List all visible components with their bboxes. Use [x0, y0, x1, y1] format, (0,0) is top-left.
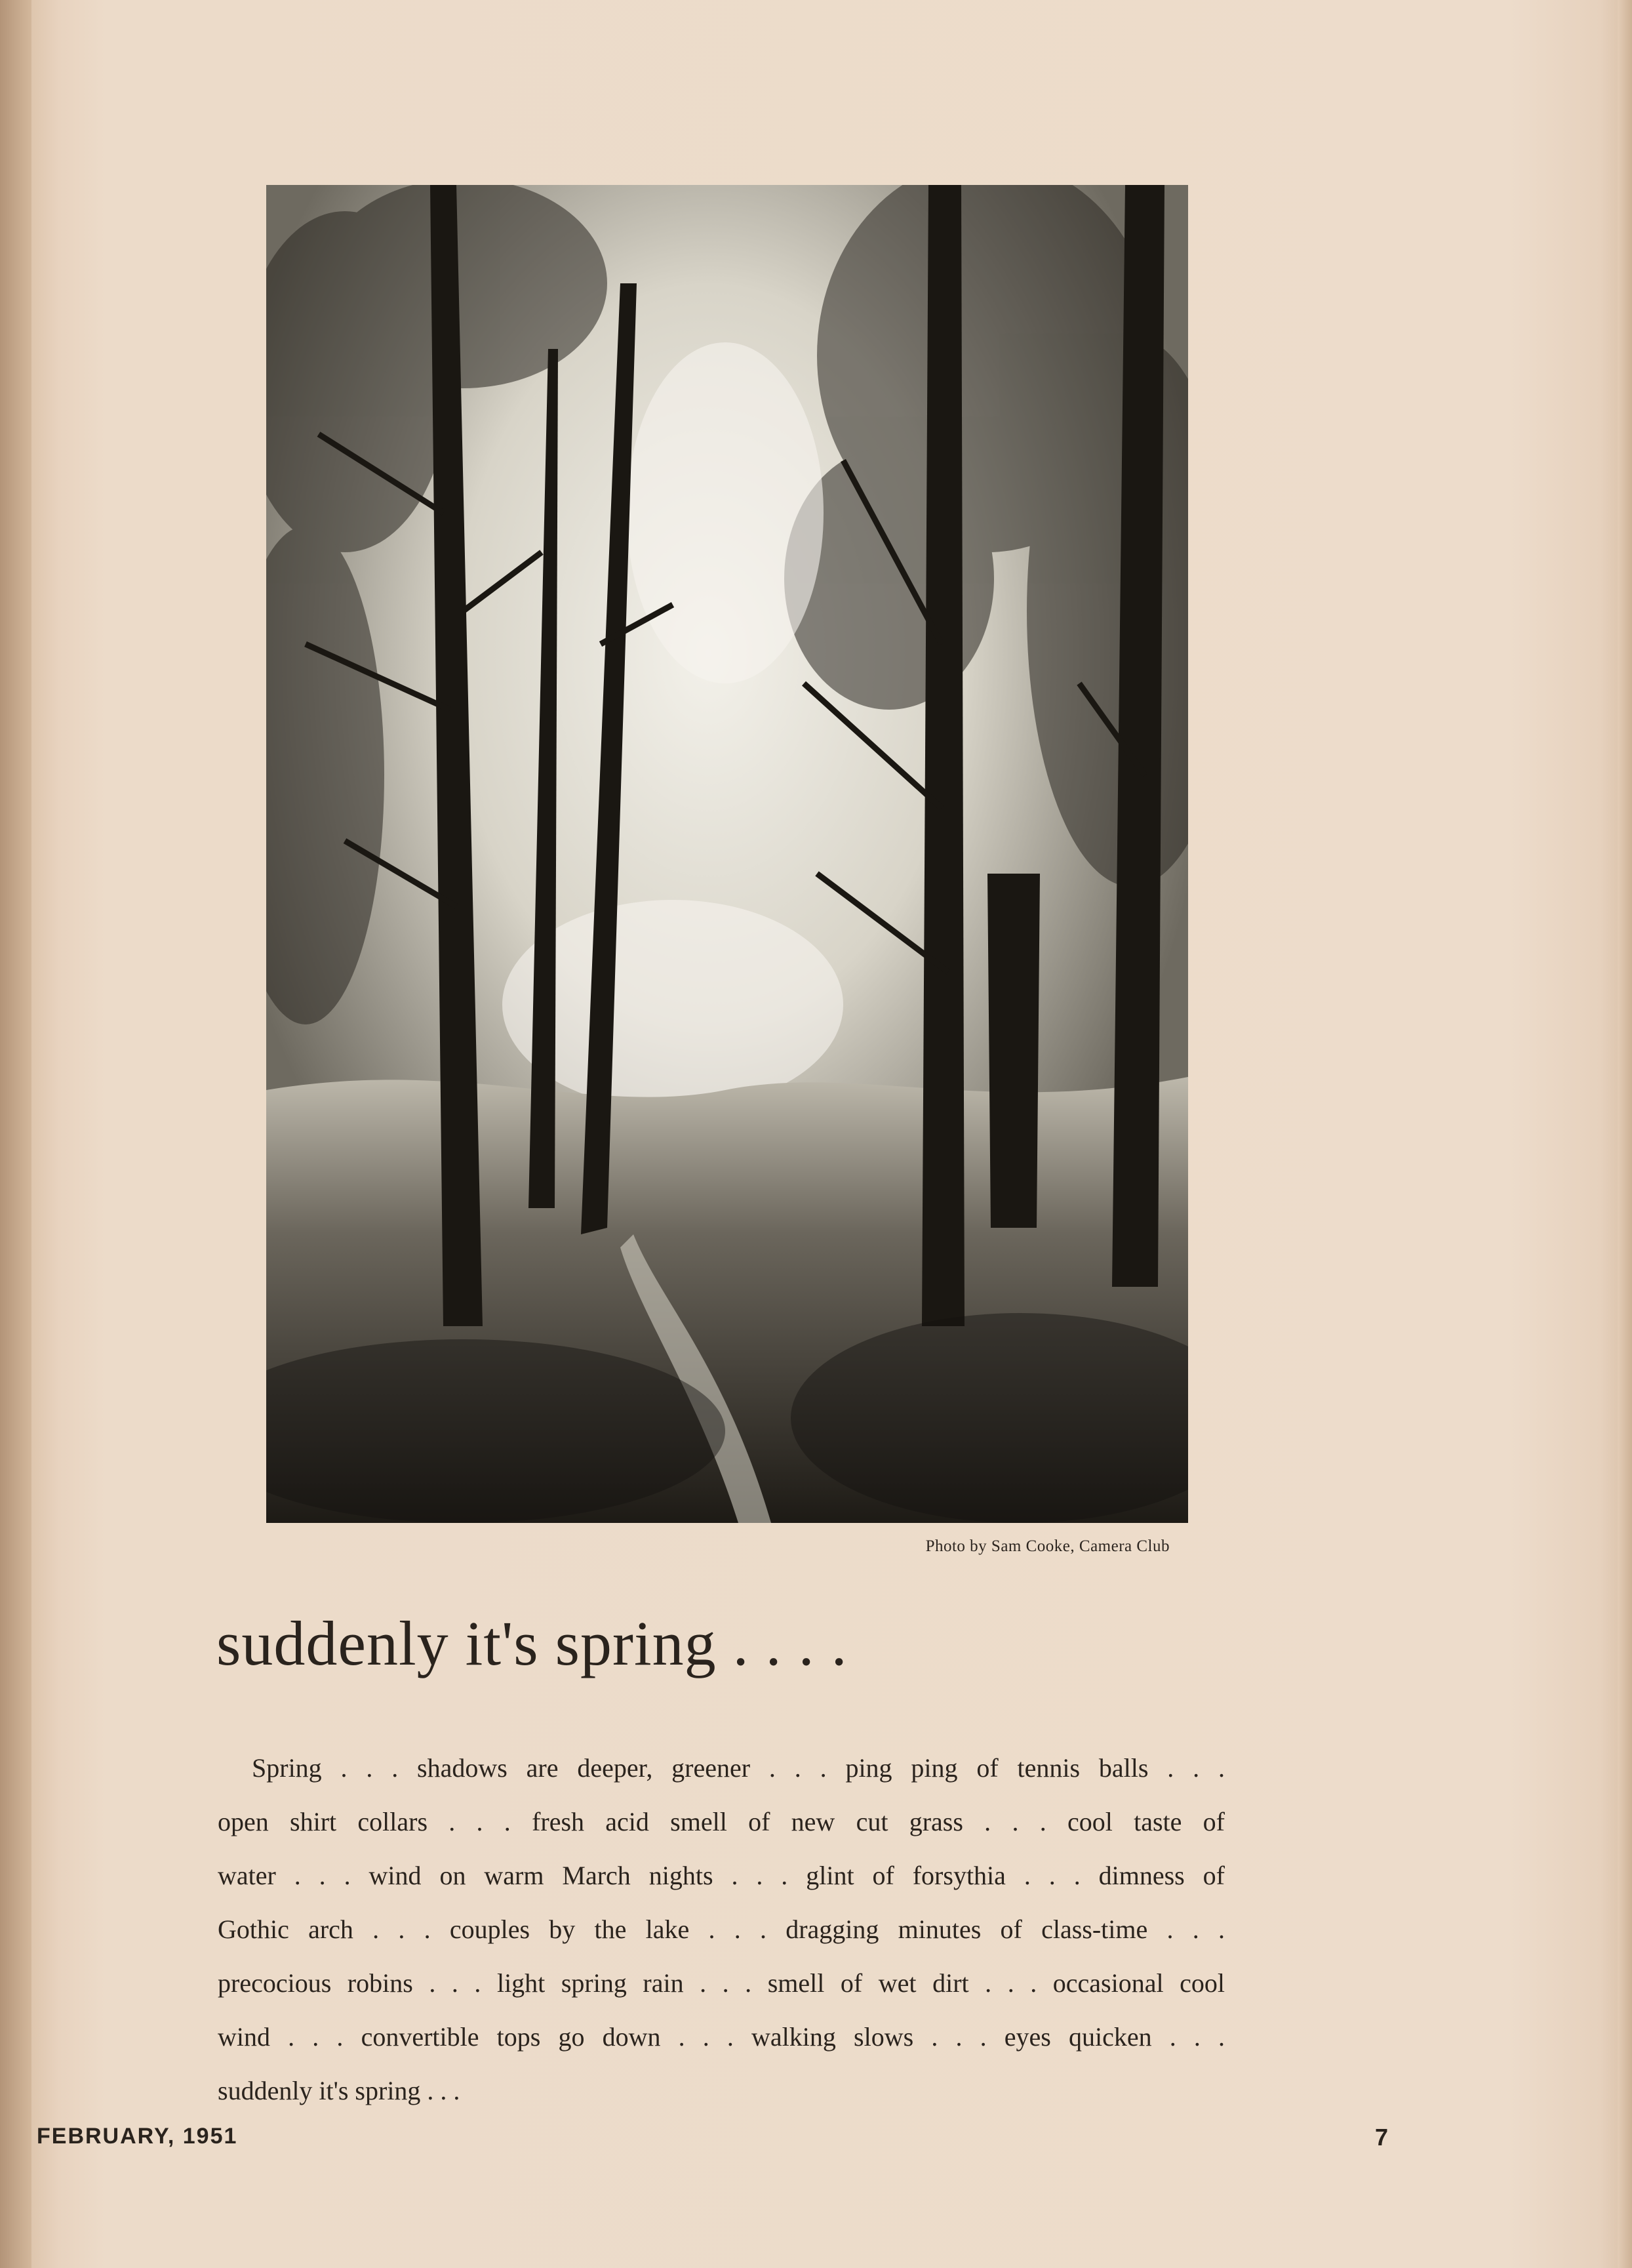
page-number: 7 — [1374, 2124, 1388, 2151]
page-edge — [1618, 0, 1632, 2268]
body-line: wind . . . convertible tops go down . . . walking slows . . . eyes quicken . . . — [218, 2022, 1225, 2052]
article-body — [218, 1741, 1225, 2118]
body-line: suddenly it's spring . . . — [218, 2076, 460, 2105]
page-spine-shadow — [0, 0, 31, 2268]
article-title: suddenly it's spring . . . . — [216, 1608, 848, 1678]
photo-credit: Photo by Sam Cooke, Camera Club — [925, 1537, 1170, 1555]
body-line: precocious robins . . . light spring rain . . . smell of wet dirt . . . occasional cool — [218, 1968, 1225, 1998]
forest-photograph — [266, 185, 1188, 1523]
body-line: water . . . wind on warm March nights . . . glint of forsythia . . . dimness of — [218, 1861, 1225, 1890]
issue-date: FEBRUARY, 1951 — [37, 2124, 238, 2149]
body-line: open shirt collars . . . fresh acid smell of new cut grass . . . cool taste of — [218, 1807, 1225, 1836]
body-line: Spring . . . shadows are deeper, greener . . . ping ping of tennis balls . . . — [252, 1753, 1225, 1783]
body-line: Gothic arch . . . couples by the lake . . . dragging minutes of class-time . . . — [218, 1914, 1225, 1944]
forest-photo-illustration — [266, 185, 1188, 1523]
